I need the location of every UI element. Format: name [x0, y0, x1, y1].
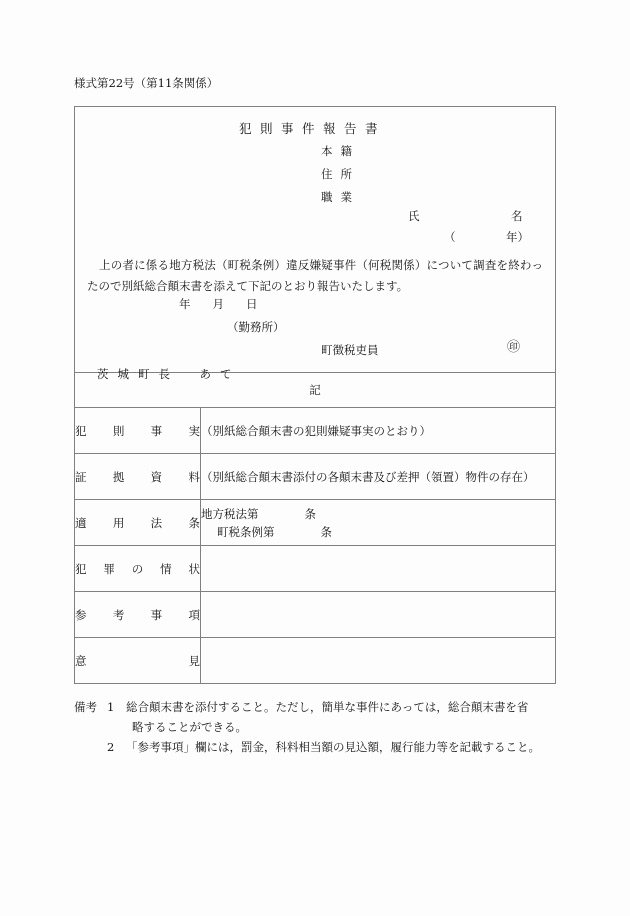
row-value-hansoku-jijitsu: （別紙総合顛末書の犯則嫌疑事実のとおり）	[201, 408, 556, 454]
seal-stamp-icon: ㊞	[507, 340, 521, 355]
label-char: 罪	[103, 561, 115, 576]
footnote-text: 「参考事項」欄には，罰金，科料相当額の見込額，履行能力等を記載すること。	[126, 740, 540, 754]
table-row	[75, 454, 556, 500]
label-char: 状	[188, 561, 200, 576]
label-char: 事	[150, 423, 163, 438]
label-shokugyo: 職業	[321, 190, 360, 204]
label-char: 適	[75, 515, 87, 530]
footnote-number: 2	[107, 740, 115, 754]
label-char: 事	[150, 607, 163, 622]
form-number-label: 様式第22号（第11条関係）	[74, 76, 219, 90]
footnote-number: 1	[107, 700, 115, 714]
label-char: の	[131, 561, 144, 576]
form-header-row	[75, 107, 556, 373]
label-char: 料	[188, 469, 200, 484]
label-char: 考	[112, 607, 125, 622]
form-header-cell	[75, 107, 556, 381]
label-char: 犯	[75, 423, 87, 438]
label-char: 則	[112, 423, 125, 438]
label-char: 情	[160, 561, 172, 576]
label-char: 条	[188, 515, 200, 530]
row-label-iken	[75, 638, 201, 684]
footnote-continuation-1: 略することができる。	[132, 720, 247, 734]
date-line	[179, 299, 258, 311]
table-row	[75, 592, 556, 638]
date-year-label: 年	[179, 297, 191, 311]
table-row	[75, 408, 556, 454]
label-age-open-paren: （	[444, 230, 456, 244]
footnote-item-2	[74, 737, 574, 757]
label-char: 参	[75, 607, 87, 622]
row-value-tekiyo-hojo	[201, 500, 556, 546]
law-article-line-1: 地方税法第 条	[201, 506, 316, 521]
label-shimei-second: 名	[511, 209, 523, 223]
label-char: 項	[188, 607, 200, 622]
record-header-cell: 記	[75, 373, 556, 408]
label-char: 実	[188, 423, 200, 438]
label-char: 意	[75, 653, 87, 668]
label-shimei-first: 氏	[408, 209, 420, 223]
date-day-label: 日	[246, 297, 258, 311]
row-label-tekiyo-hojo	[75, 500, 201, 546]
date-month-label: 月	[212, 297, 224, 311]
label-officer-title: 町徴税吏員	[321, 343, 379, 357]
label-workplace: （勤務所）	[227, 320, 285, 334]
row-label-hansoku-jijitsu	[75, 408, 201, 454]
report-form-table	[74, 106, 556, 684]
row-label-hanzai-no-jojo	[75, 546, 201, 592]
label-char: 用	[112, 515, 125, 530]
footnote-item-1	[74, 697, 574, 717]
label-char: 見	[188, 653, 200, 668]
label-char: 証	[75, 469, 87, 484]
table-row	[75, 546, 556, 592]
table-row	[75, 500, 556, 546]
label-addressee: 茨城町長 あて	[97, 367, 241, 381]
footnotes	[74, 697, 574, 757]
row-value-iken[interactable]	[201, 638, 556, 684]
row-label-sanko-jiko	[75, 592, 201, 638]
label-char: 資	[150, 469, 163, 484]
body-paragraph: 上の者に係る地方税法（町税条例）違反嫌疑事件（何税関係）について調査を終わったので別紙総合顛末書を添えて下記のとおり報告いたします。	[87, 258, 543, 293]
label-char: 拠	[112, 469, 125, 484]
footnote-text: 総合顛末書を添付すること。ただし，簡単な事件にあっては，総合顛末書を省	[126, 700, 529, 714]
row-label-shoko-shiryo	[75, 454, 201, 500]
table-row	[75, 638, 556, 684]
row-value-hanzai-no-jojo[interactable]	[201, 546, 556, 592]
law-article-line-2: 町税条例第 条	[217, 524, 332, 539]
row-value-sanko-jiko[interactable]	[201, 592, 556, 638]
document-title: 犯則事件報告書	[239, 121, 387, 136]
label-honseki: 本籍	[321, 144, 360, 158]
row-value-shoko-shiryo: （別紙総合顛末書添付の各顛末書及び差押（領置）物件の存在）	[201, 454, 556, 500]
label-jusho: 住所	[321, 167, 360, 181]
footnote-tag: 備考	[74, 700, 97, 714]
label-age-unit: 年）	[506, 230, 529, 244]
label-char: 法	[150, 515, 163, 530]
label-char: 犯	[75, 561, 87, 576]
